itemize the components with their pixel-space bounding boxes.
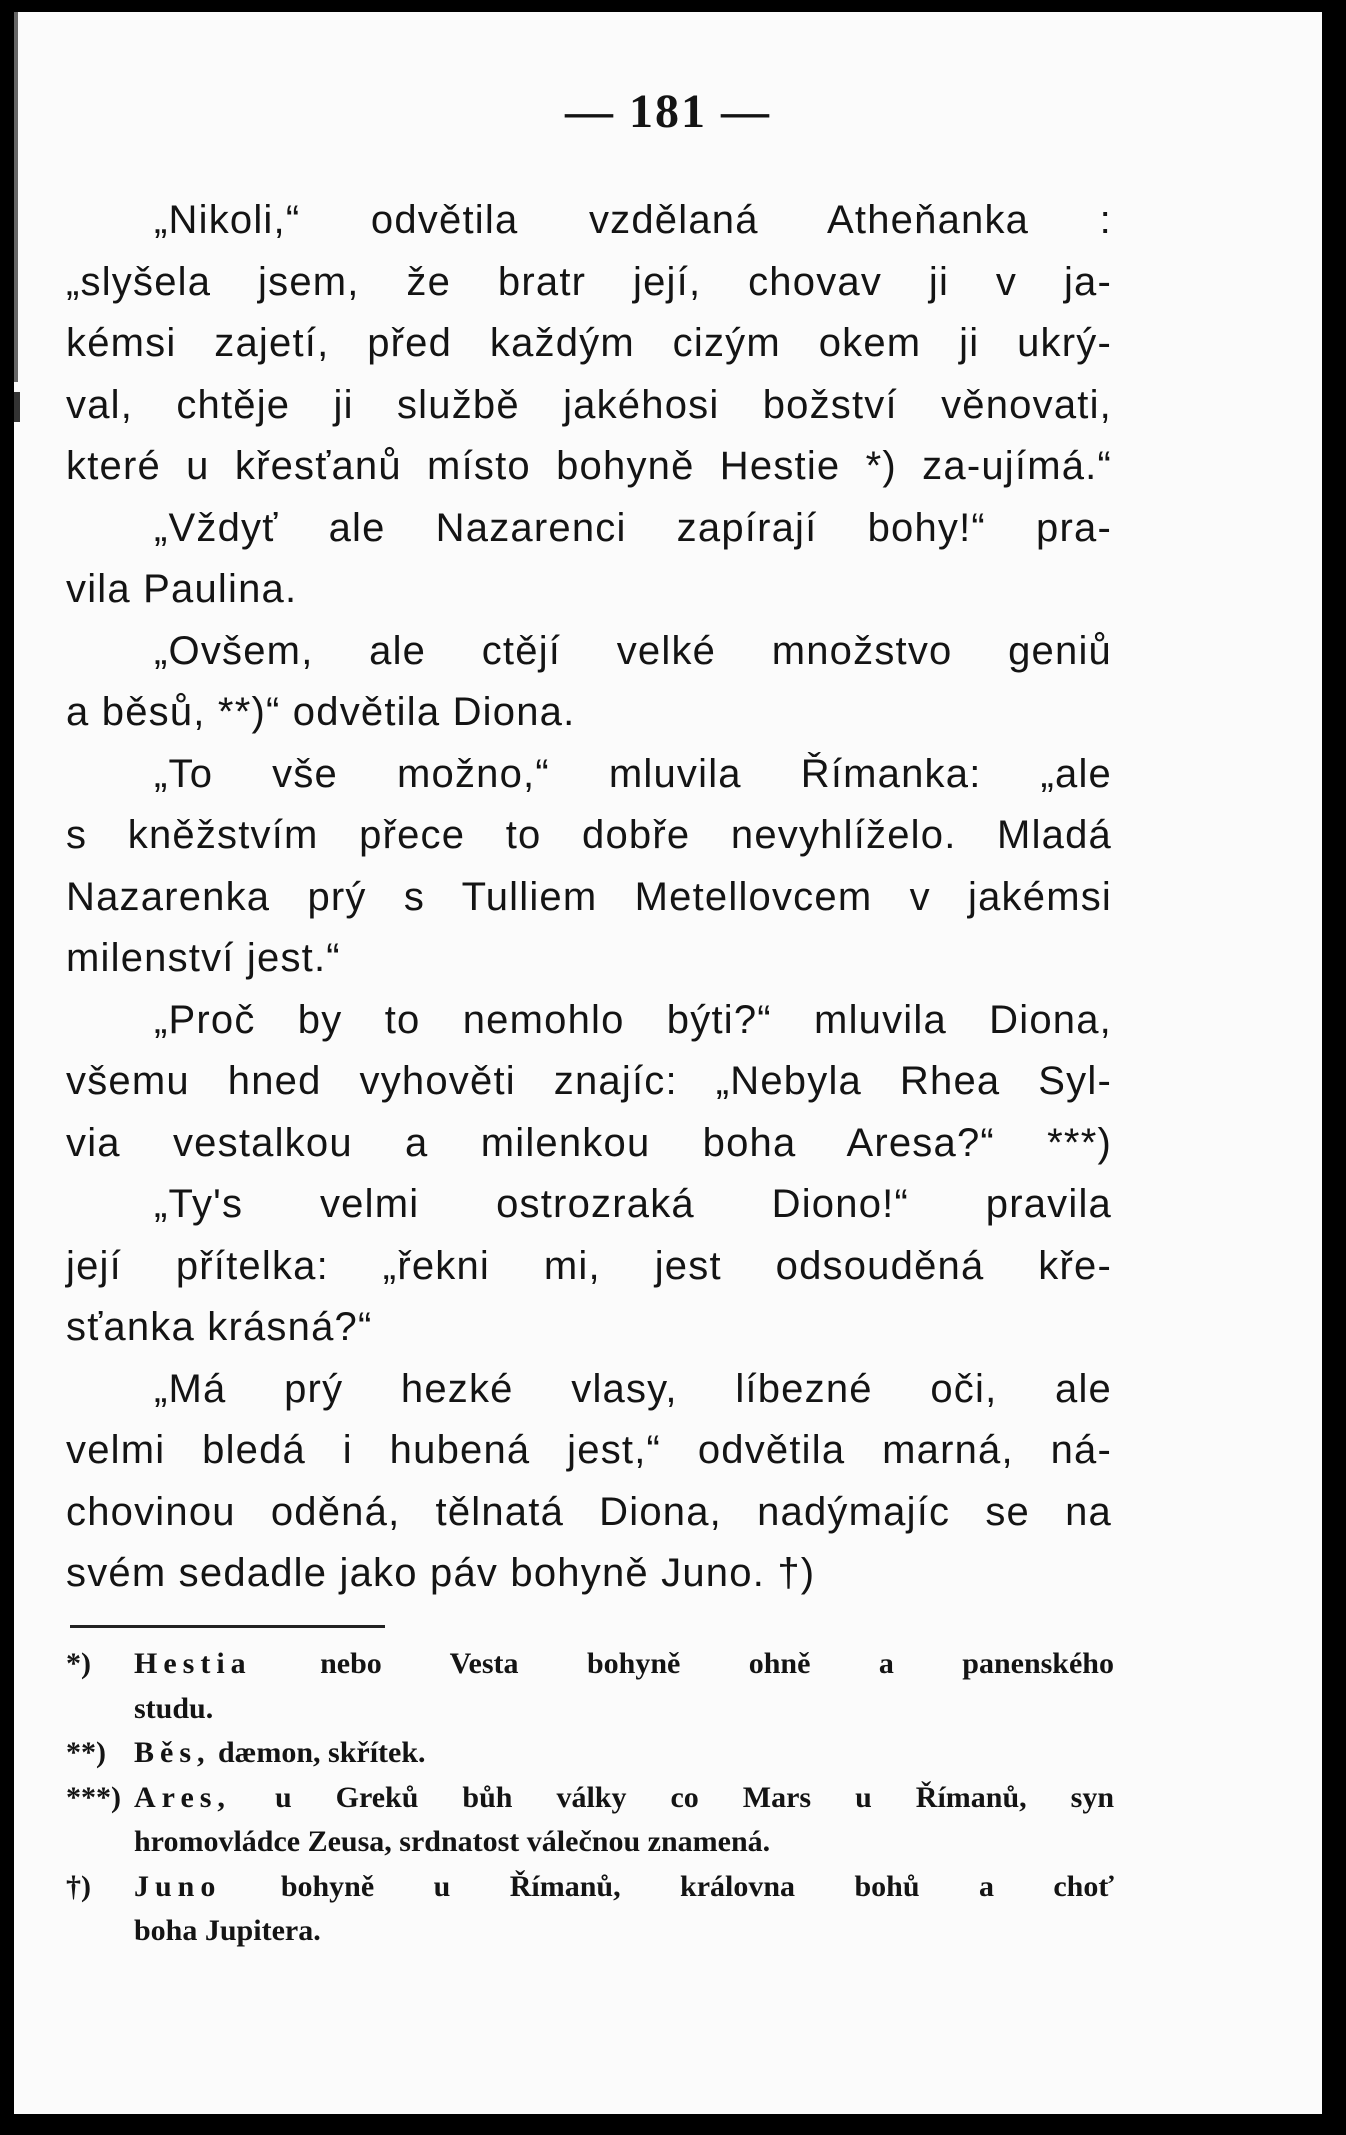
footnote-term: Běs, (134, 1736, 211, 1769)
text-line: „Ovšem, ale ctějí velké množstvo geniů (154, 628, 1112, 673)
footnote-text: u Greků bůh války co Mars u Římanů, syn (274, 1780, 1114, 1814)
book-page (14, 12, 1322, 2114)
text-line: s kněžstvím přece to dobře nevyhlíželo. Mladá (66, 813, 1112, 857)
text-line: kémsi zajetí, před každým cizým okem ji ukrý- (66, 321, 1112, 365)
text-line: „Vždyť ale Nazarenci zapírají bohy!“ pra- (154, 505, 1112, 550)
text-line: milenství jest.“ (66, 936, 341, 980)
text-line: a běsů, **)“ odvětila Diona. (66, 690, 576, 734)
footnote-term: Hestia (134, 1647, 252, 1680)
text-line: „Má prý hezké vlasy, líbezné oči, ale (154, 1366, 1112, 1411)
text-line: „Ty's velmi ostrozraká Diono!“ pravila (154, 1182, 1112, 1226)
footnote-mark: ***) (66, 1780, 121, 1814)
footnote-text: dæmon, skřítek. (218, 1736, 426, 1769)
footnote-text: nebo Vesta bohyně ohně a panenského (320, 1647, 1114, 1680)
footnote (66, 1776, 1114, 1865)
footnote-text: hromovládce Zeusa, srdnatost válečnou znamená. (134, 1825, 771, 1858)
footnote-text: boha Jupitera. (134, 1914, 321, 1947)
page-number: — 181 — (565, 85, 771, 138)
text-line: via vestalkou a milenkou boha Aresa?“ ***) (66, 1120, 1112, 1165)
text-line: její přítelka: „řekni mi, jest odsouděná kře- (66, 1243, 1112, 1288)
text-line: svém sedadle jako páv bohyně Juno. †) (66, 1551, 816, 1595)
text-line: „Proč by to nemohlo býti?“ mluvila Diona, (154, 997, 1112, 1042)
text-line: chovinou oděná, tělnatá Diona, nadýmajíc se na (66, 1489, 1112, 1534)
text-line: „To vše možno,“ mluvila Římanka: „ale (154, 751, 1112, 796)
text-line: vila Paulina. (66, 567, 298, 611)
footnote-divider (70, 1625, 385, 1628)
footnote-text: bohyně u Římanů, královna bohů a choť (280, 1869, 1115, 1903)
text-line: val, chtěje ji službě jakéhosi božství věnovati, (66, 382, 1112, 427)
text-line: sťanka krásná?“ (66, 1305, 373, 1349)
text-line: velmi bledá i hubená jest,“ odvětila marná, ná- (66, 1428, 1112, 1472)
main-text (66, 190, 1112, 1605)
footnote-term: Ares, (134, 1780, 231, 1814)
text-line: Nazarenka prý s Tulliem Metellovcem v jakémsi (66, 874, 1112, 919)
footnote-mark: *) (66, 1647, 91, 1680)
footnote-term: Juno (134, 1869, 222, 1903)
footnote-text: studu. (134, 1691, 214, 1725)
text-line: „slyšela jsem, že bratr její, chovav ji v ja- (66, 259, 1112, 304)
footnote (66, 1731, 1114, 1776)
text-line: všemu hned vyhověti znajíc: „Nebyla Rhea Syl- (66, 1059, 1112, 1103)
footnote-mark: **) (66, 1736, 106, 1769)
footnote (66, 1642, 1114, 1731)
page-edge-mark (14, 392, 20, 422)
footnotes (66, 1642, 1114, 1954)
footnote-mark: †) (66, 1869, 91, 1903)
footnote (66, 1865, 1114, 1954)
text-line: „Nikoli,“ odvětila vzdělaná Atheňanka : (154, 198, 1112, 242)
text-line: které u křesťanů místo bohyně Hestie *) za-ujímá.“ (66, 444, 1112, 488)
page-edge-shadow (14, 12, 18, 382)
